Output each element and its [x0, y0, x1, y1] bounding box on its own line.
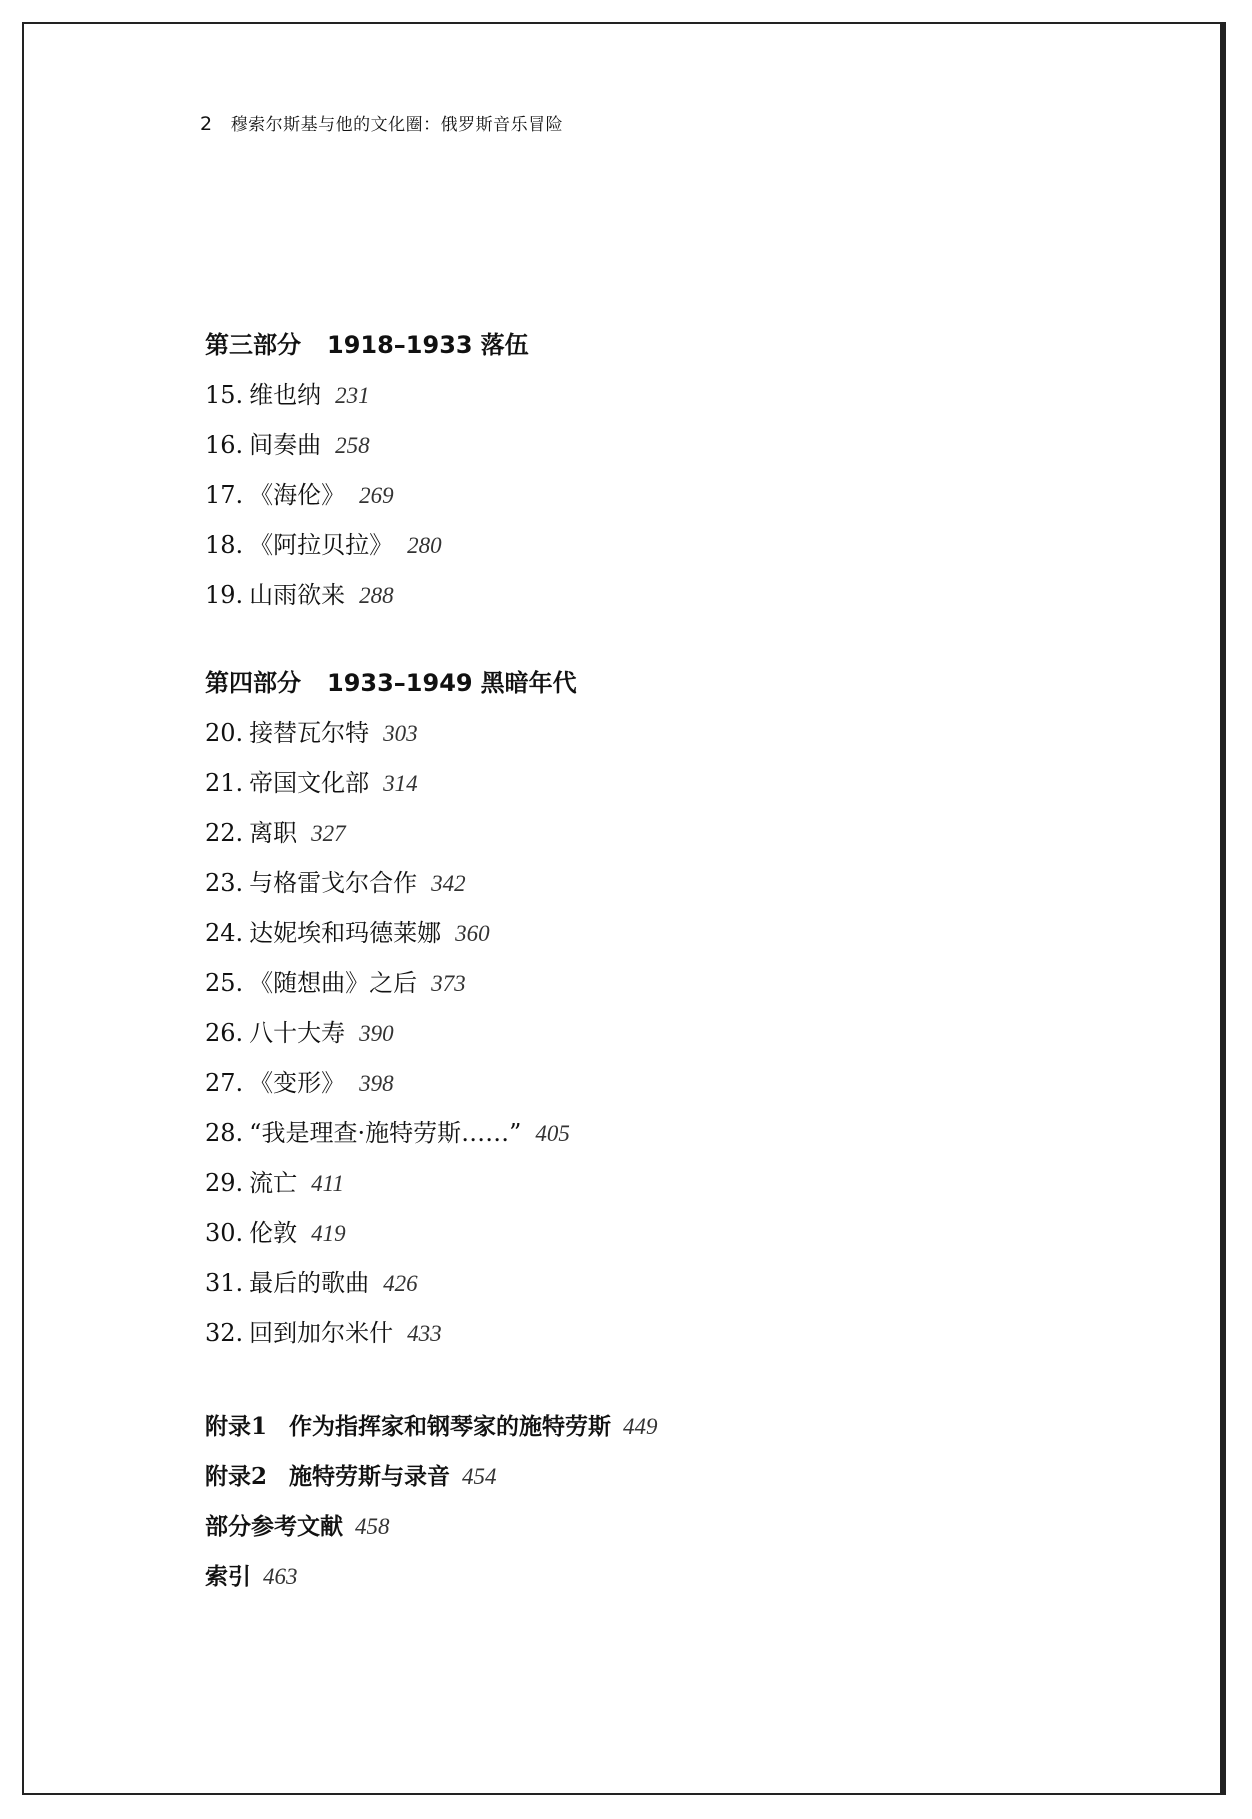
chapter-number: 30.: [205, 1219, 244, 1247]
page-ref: 342: [431, 871, 466, 896]
index-entry[interactable]: [205, 1552, 1205, 1602]
toc-entry[interactable]: [205, 1258, 1205, 1308]
back-matter: [205, 1402, 1205, 1602]
chapter-title: 伦敦: [249, 1219, 298, 1247]
bibliography-title: 部分参考文献: [205, 1513, 343, 1540]
chapter-number: 22.: [205, 819, 244, 847]
chapter-number: 27.: [205, 1069, 244, 1097]
chapter-number: 28.: [205, 1119, 244, 1147]
toc-entry[interactable]: [205, 1008, 1205, 1058]
chapter-number: 15.: [205, 381, 244, 409]
chapter-title: “我是理查·施特劳斯……”: [249, 1119, 522, 1147]
chapter-title: 离职: [249, 819, 298, 847]
part-label: 第四部分: [205, 669, 301, 697]
toc-entry[interactable]: [205, 1208, 1205, 1258]
toc-entry[interactable]: [205, 420, 1205, 470]
toc-entry[interactable]: [205, 908, 1205, 958]
appendix-label: 附录2: [205, 1463, 268, 1490]
chapter-title: 《变形》: [249, 1069, 346, 1097]
toc-entry[interactable]: [205, 1308, 1205, 1358]
part-three: [205, 320, 1205, 620]
chapter-number: 18.: [205, 531, 244, 559]
page-ref: 411: [311, 1171, 344, 1196]
chapter-title: 达妮埃和玛德莱娜: [249, 919, 442, 947]
page-ref: 433: [407, 1321, 442, 1346]
running-head: [200, 110, 563, 135]
chapter-number: 31.: [205, 1269, 244, 1297]
index-title: 索引: [205, 1563, 251, 1590]
page-ref: 449: [623, 1414, 658, 1439]
page-number: 2: [200, 113, 213, 135]
toc-entry[interactable]: [205, 570, 1205, 620]
toc-entry[interactable]: [205, 708, 1205, 758]
page-ref: 390: [359, 1021, 394, 1046]
chapter-title: 《随想曲》之后: [249, 969, 418, 997]
part-four: [205, 658, 1205, 1358]
toc-entry[interactable]: [205, 1058, 1205, 1108]
page-ref: 258: [335, 433, 370, 458]
page-ref: 419: [311, 1221, 346, 1246]
page-ref: 303: [383, 721, 418, 746]
chapter-number: 19.: [205, 581, 244, 609]
page-ref: 280: [407, 533, 442, 558]
page-ref: 269: [359, 483, 394, 508]
chapter-title: 最后的歌曲: [249, 1269, 370, 1297]
toc-entry[interactable]: [205, 1108, 1205, 1158]
part-range: 1918–1933: [327, 331, 473, 359]
chapter-number: 26.: [205, 1019, 244, 1047]
section-spacer: [205, 620, 1205, 658]
toc-entry[interactable]: [205, 470, 1205, 520]
page-ref: 288: [359, 583, 394, 608]
chapter-title: 接替瓦尔特: [249, 719, 370, 747]
part-heading: [205, 320, 1205, 370]
appendix-title: 施特劳斯与录音: [289, 1463, 451, 1490]
chapter-title: 维也纳: [249, 381, 322, 409]
page-ref: 398: [359, 1071, 394, 1096]
chapter-number: 16.: [205, 431, 244, 459]
chapter-title: 《阿拉贝拉》: [249, 531, 394, 559]
page-ref: 463: [263, 1564, 298, 1589]
chapter-title: 帝国文化部: [249, 769, 370, 797]
section-spacer: [205, 1358, 1205, 1402]
appendix-entry[interactable]: [205, 1402, 1205, 1452]
part-title: 落伍: [480, 331, 529, 359]
chapter-number: 20.: [205, 719, 244, 747]
part-title: 黑暗年代: [480, 669, 577, 697]
table-of-contents: [205, 320, 1205, 1602]
part-heading: [205, 658, 1205, 708]
bibliography-entry[interactable]: [205, 1502, 1205, 1552]
chapter-title: 回到加尔米什: [249, 1319, 394, 1347]
toc-entry[interactable]: [205, 520, 1205, 570]
chapter-title: 八十大寿: [249, 1019, 346, 1047]
toc-entry[interactable]: [205, 758, 1205, 808]
chapter-title: 《海伦》: [249, 481, 346, 509]
chapter-title: 流亡: [249, 1169, 298, 1197]
page-ref: 314: [383, 771, 418, 796]
appendix-label: 附录1: [205, 1413, 268, 1440]
page-ref: 458: [355, 1514, 390, 1539]
appendix-entry[interactable]: [205, 1452, 1205, 1502]
chapter-number: 32.: [205, 1319, 244, 1347]
chapter-title: 间奏曲: [249, 431, 322, 459]
chapter-number: 25.: [205, 969, 244, 997]
part-label: 第三部分: [205, 331, 301, 359]
chapter-title: 山雨欲来: [249, 581, 346, 609]
toc-entry[interactable]: [205, 370, 1205, 420]
part-range: 1933–1949: [327, 669, 473, 697]
toc-entry[interactable]: [205, 808, 1205, 858]
chapter-number: 24.: [205, 919, 244, 947]
page-ref: 373: [431, 971, 466, 996]
page-edge-line: [1222, 22, 1226, 1795]
appendix-title: 作为指挥家和钢琴家的施特劳斯: [289, 1413, 612, 1440]
toc-entry[interactable]: [205, 1158, 1205, 1208]
chapter-number: 23.: [205, 869, 244, 897]
chapter-number: 29.: [205, 1169, 244, 1197]
page-ref: 360: [455, 921, 490, 946]
chapter-number: 17.: [205, 481, 244, 509]
page-ref: 454: [462, 1464, 497, 1489]
page-ref: 231: [335, 383, 370, 408]
book-title: 穆索尔斯基与他的文化圈：俄罗斯音乐冒险: [230, 115, 564, 135]
page-ref: 426: [383, 1271, 418, 1296]
chapter-title: 与格雷戈尔合作: [249, 869, 418, 897]
chapter-number: 21.: [205, 769, 244, 797]
toc-entry[interactable]: [205, 858, 1205, 908]
page-ref: 327: [311, 821, 346, 846]
page-ref: 405: [535, 1121, 570, 1146]
toc-entry[interactable]: [205, 958, 1205, 1008]
